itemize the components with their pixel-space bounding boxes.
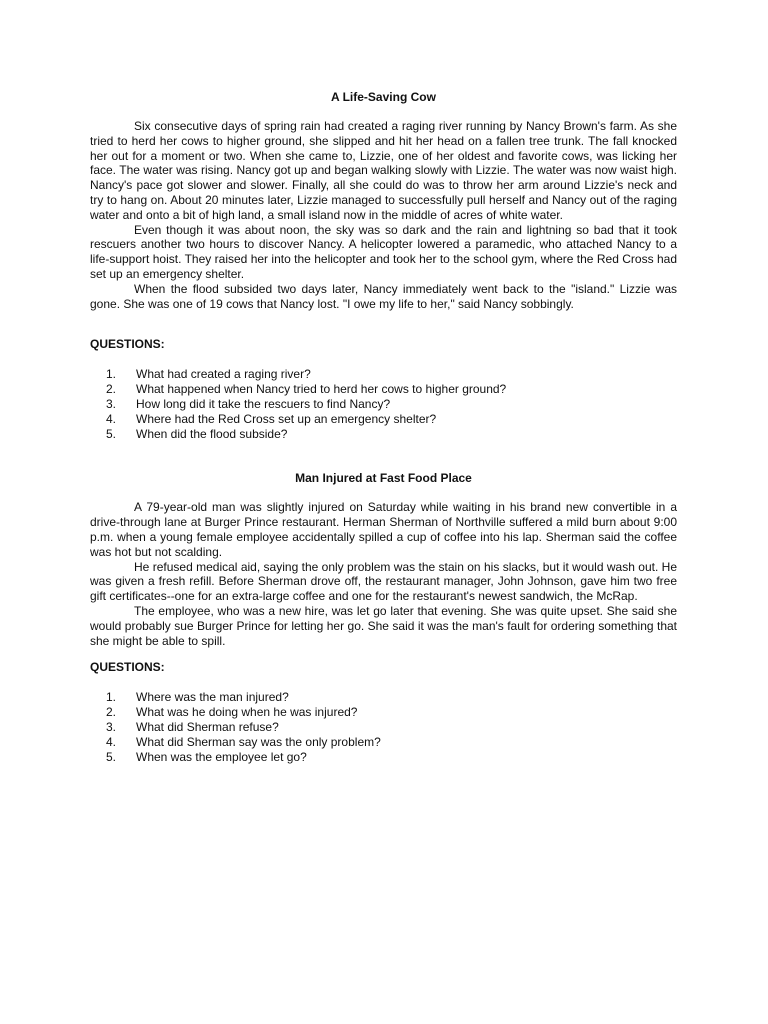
story2-paragraph-2: He refused medical aid, saying the only problem was the stain on his slacks, but it would wash out. He was given a fresh refill. Before Sherman drove off, the restaurant manager, John Johnson, gave him two free gift certificates--one for an extra-large coffee and one for the restaurant's newest sandwich, the McRap.: [90, 559, 677, 604]
story1-question-4: [90, 412, 677, 427]
question-text: Where was the man injured?: [136, 690, 289, 705]
story1-questions-list: [90, 367, 677, 441]
story2-question-3: [90, 720, 677, 735]
story2-question-1: [90, 690, 677, 705]
question-text: When did the flood subside?: [136, 426, 288, 441]
question-text: What was he doing when he was injured?: [136, 705, 358, 720]
story2-title: Man Injured at Fast Food Place: [295, 471, 472, 486]
question-number: 2.: [105, 705, 116, 720]
story1-question-3: [90, 397, 677, 412]
story1-paragraph-1: Six consecutive days of spring rain had created a raging river running by Nancy Brown's farm. As she tried to herd her cows to higher ground, she slipped and hit her head on a fallen tree trunk. The fall knocked her out for a moment or two. When she came to, Lizzie, one of her oldest and favorite cows, was licking her face. The water was rising. Nancy got up and began walking slowly with Lizzie. The water was now waist high. Nancy's pace got slower and slower. Finally, all she could do was to throw her arm around Lizzie's neck and try to hang on. About 20 minutes later, Lizzie managed to successfully pull herself and Nancy out of the raging water and onto a bit of high land, a small island now in the middle of acres of white water.: [90, 119, 677, 222]
story1-question-1: [90, 367, 677, 382]
question-number: 5.: [105, 749, 116, 764]
story2-questions-heading: QUESTIONS:: [90, 660, 165, 675]
story2-question-4: [90, 735, 677, 750]
story1-body: [90, 119, 677, 311]
story2-questions-list: [90, 690, 677, 764]
story2-paragraph-1: A 79-year-old man was slightly injured on Saturday while waiting in his brand new convertible in a drive-through lane at Burger Prince restaurant. Herman Sherman of Northville suffered a mild burn about 9:00 p.m. when a young female employee accidentally spilled a cup of coffee into his lap. Sherman said the coffee was hot but not scalding.: [90, 500, 677, 559]
question-number: 3.: [105, 396, 116, 411]
story2-question-5: [90, 750, 677, 765]
story1-question-5: [90, 427, 677, 442]
question-number: 1.: [105, 367, 116, 382]
question-number: 4.: [105, 734, 116, 749]
question-text: Where had the Red Cross set up an emergency shelter?: [136, 411, 437, 426]
story2-question-2: [90, 705, 677, 720]
question-number: 5.: [105, 426, 116, 441]
story1-question-2: [90, 382, 677, 397]
story1-paragraph-3: When the flood subsided two days later, Nancy immediately went back to the "island." Lizzie was gone. She was one of 19 cows that Nancy lost. "I owe my life to her," said Nancy sobbingly.: [90, 281, 677, 311]
question-number: 4.: [105, 411, 116, 426]
question-text: What had created a raging river?: [136, 367, 311, 382]
document-page: [90, 90, 677, 764]
question-text: When was the employee let go?: [136, 749, 307, 764]
story1-paragraph-2: Even though it was about noon, the sky was so dark and the rain and lightning so bad that it took rescuers another two hours to discover Nancy. A helicopter lowered a paramedic, who attached Nancy to a life-support hoist. They raised her into the helicopter and took her to the school gym, where the Red Cross had set up an emergency shelter.: [90, 222, 677, 281]
story2-paragraph-3: The employee, who was a new hire, was let go later that evening. She was quite upset. She said she would probably sue Burger Prince for letting her go. She said it was the man's fault for ordering something that she might be able to spill.: [90, 603, 677, 648]
story2-body: [90, 500, 677, 648]
question-text: What did Sherman refuse?: [136, 719, 279, 734]
question-text: How long did it take the rescuers to find Nancy?: [136, 396, 391, 411]
question-number: 2.: [105, 382, 116, 397]
story1-questions-heading: QUESTIONS:: [90, 337, 165, 352]
question-text: What did Sherman say was the only problem?: [136, 734, 381, 749]
question-text: What happened when Nancy tried to herd her cows to higher ground?: [136, 382, 507, 397]
question-number: 1.: [105, 690, 116, 705]
question-number: 3.: [105, 719, 116, 734]
story1-title: A Life-Saving Cow: [331, 90, 436, 104]
